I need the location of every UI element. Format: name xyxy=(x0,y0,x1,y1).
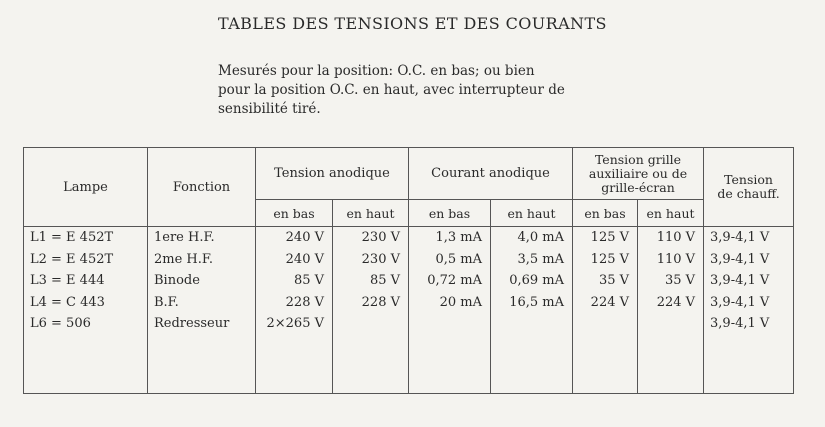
table-cell: 3,9-4,1 V xyxy=(710,273,770,288)
subheader-en-bas: en bas xyxy=(256,200,333,227)
table-cell xyxy=(409,313,490,335)
header-courant-anodique: Courant anodique xyxy=(409,148,573,200)
table-cell: 3,5 mA xyxy=(517,251,565,267)
header-tension-anodique: Tension anodique xyxy=(256,148,409,200)
column-tension-chauff xyxy=(704,227,794,394)
table-cell: 0,69 mA xyxy=(509,273,565,288)
table-cell: 240 V xyxy=(285,230,324,245)
table-cell xyxy=(491,313,572,335)
header-tension-grille xyxy=(573,148,704,200)
table-cell: L4 = C 443 xyxy=(30,294,105,310)
table-cell xyxy=(333,313,408,335)
table-cell: L6 = 506 xyxy=(30,316,91,331)
column-tension-anodique-bas xyxy=(256,227,333,394)
intro-line: sensibilité tiré. xyxy=(218,101,321,117)
table-cell: 110 V xyxy=(656,251,696,267)
table-cell: 224 V xyxy=(656,294,696,310)
column-lampe xyxy=(24,227,148,394)
intro-line: Mesurés pour la position: O.C. en bas; ou bien xyxy=(218,63,535,79)
intro-line: pour la position O.C. en haut, avec interrupteur de xyxy=(218,82,565,98)
table-cell: 35 V xyxy=(598,273,630,288)
table-cell: 3,9-4,1 V xyxy=(710,251,770,267)
table-cell: 4,0 mA xyxy=(517,230,565,245)
column-tension-grille-haut xyxy=(638,227,704,394)
header-tension-grille-line: Tension grille xyxy=(594,151,682,167)
intro-paragraph xyxy=(218,62,598,119)
table-cell: 110 V xyxy=(656,230,696,245)
table-cell: 3,9-4,1 V xyxy=(710,294,770,310)
subheader-en-haut: en haut xyxy=(638,200,704,227)
column-fonction xyxy=(148,227,256,394)
subheader-en-haut: en haut xyxy=(491,200,573,227)
table-cell: 228 V xyxy=(285,294,324,310)
table-cell: Binode xyxy=(154,273,200,288)
header-lampe: Lampe xyxy=(24,148,148,227)
table-cell: 3,9-4,1 V xyxy=(710,316,770,331)
table-cell: 20 mA xyxy=(439,294,482,310)
table-cell: Redresseur xyxy=(154,316,230,331)
subheader-en-bas: en bas xyxy=(573,200,638,227)
table-cell: 85 V xyxy=(293,273,324,288)
subheader-en-haut: en haut xyxy=(333,200,409,227)
table-cell: 0,5 mA xyxy=(435,251,482,267)
table-cell: 35 V xyxy=(664,273,696,288)
header-tension-grille-line: grille-écran xyxy=(601,179,675,195)
header-tension-chauff xyxy=(704,148,794,227)
header-tension-chauff-line: de chauff. xyxy=(717,186,780,201)
table-cell: 125 V xyxy=(590,251,630,267)
subheader-en-bas: en bas xyxy=(409,200,491,227)
column-tension-anodique-haut xyxy=(333,227,409,394)
table-cell: B.F. xyxy=(154,294,179,310)
table-cell: 2×265 V xyxy=(266,316,324,331)
table-cell: 2me H.F. xyxy=(154,251,214,267)
table-cell: 16,5 mA xyxy=(509,294,565,310)
table-cell: 125 V xyxy=(590,230,630,245)
table-cell: 224 V xyxy=(590,294,630,310)
table-cell xyxy=(638,313,703,335)
table-cell: 3,9-4,1 V xyxy=(710,230,770,245)
table-cell: L3 = E 444 xyxy=(30,273,105,288)
header-tension-chauff-line: Tension xyxy=(724,172,773,187)
table-cell: 228 V xyxy=(361,294,400,310)
table-cell: 240 V xyxy=(285,251,324,267)
column-tension-grille-bas xyxy=(573,227,638,394)
table-cell: L2 = E 452T xyxy=(30,251,114,267)
header-tension-grille-line: auxiliaire ou de xyxy=(588,165,688,181)
column-courant-anodique-haut xyxy=(491,227,573,394)
page-title: TABLES DES TENSIONS ET DES COURANTS xyxy=(218,14,607,33)
table-cell: L1 = E 452T xyxy=(30,230,114,245)
table-cell: 1ere H.F. xyxy=(154,230,215,245)
column-courant-anodique-bas xyxy=(409,227,491,394)
table-cell xyxy=(573,313,637,335)
table-cell: 230 V xyxy=(361,251,400,267)
table-cell: 1,3 mA xyxy=(435,230,482,245)
table-body-row xyxy=(24,227,794,394)
table-cell: 0,72 mA xyxy=(427,273,482,288)
header-fonction: Fonction xyxy=(148,148,256,227)
tensions-table xyxy=(23,147,794,394)
table-cell: 230 V xyxy=(361,230,400,245)
table-cell: 85 V xyxy=(369,273,400,288)
